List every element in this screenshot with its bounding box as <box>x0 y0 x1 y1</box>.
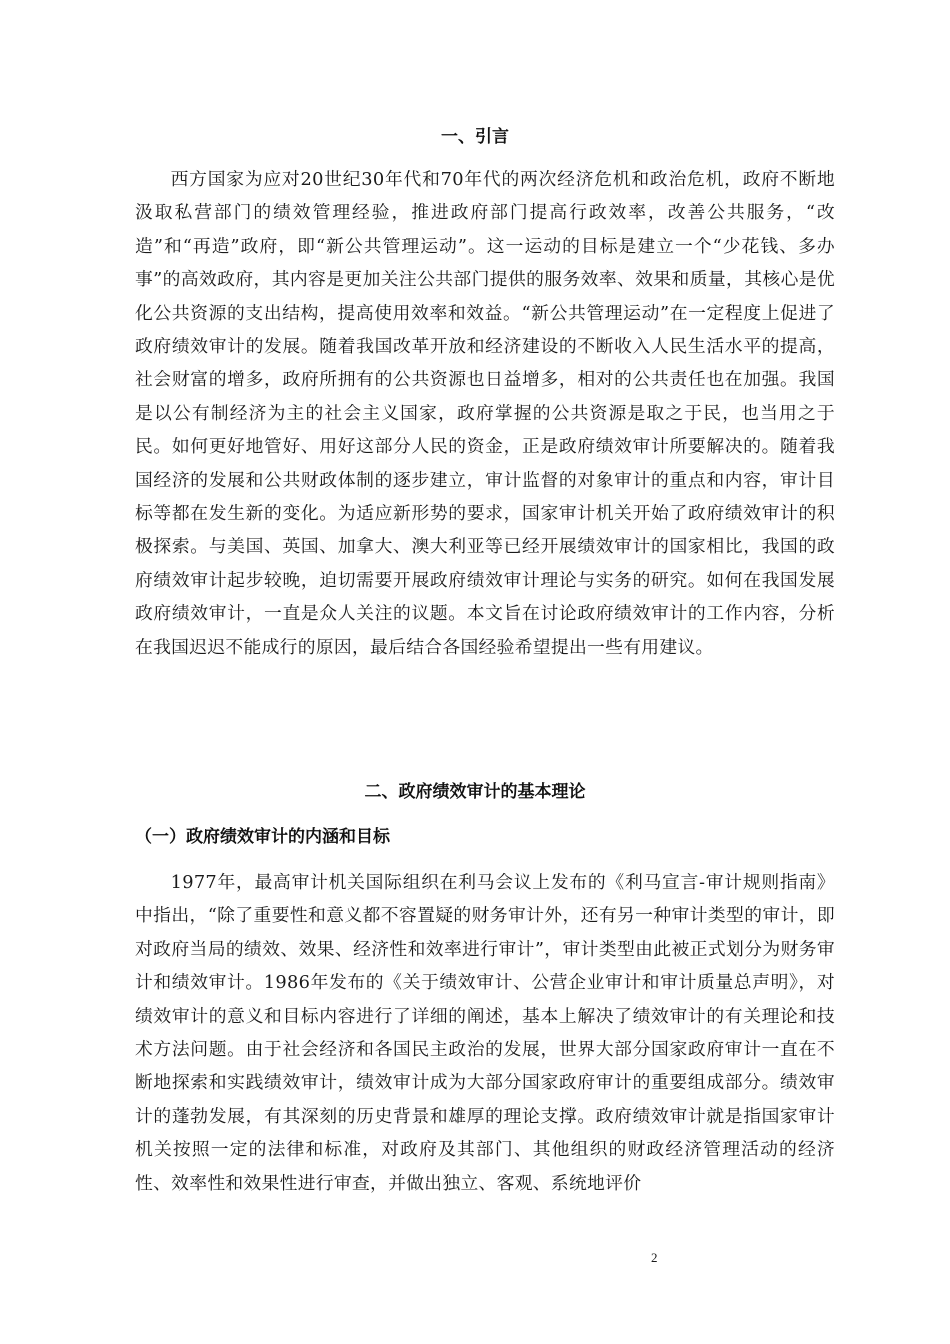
subsection-heading-connotation-goals: （一）政府绩效审计的内涵和目标 <box>135 827 390 847</box>
paragraph-introduction: 西方国家为应对20世纪30年代和70年代的两次经济危机和政治危机，政府不断地汲取私营部门的绩效管理经验，推进政府部门提高行政效率，改善公共服务，“改造”和“再造”政府，即“新公共管理运动”。这一运动的目标是建立一个“少花钱、多办事”的高效政府，其内容是更加关注公共部门提供的服务效率、效果和质量，其核心是优化公共资源的支出结构，提高使用效率和效益。“新公共管理运动”在一定程度上促进了政府绩效审计的发展。随着我国改革开放和经济建设的不断收入人民生活水平的提高，社会财富的增多，政府所拥有的公共资源也日益增多，相对的公共责任也在加强。我国是以公有制经济为主的社会主义国家，政府掌握的公共资源是取之于民，也当用之于民。如何更好地管好、用好这部分人民的资金，正是政府绩效审计所要解决的。随着我国经济的发展和公共财政体制的逐步建立，审计监督的对象审计的重点和内容，审计目标等都在发生新的变化。为适应新形势的要求，国家审计机关开始了政府绩效审计的积极探索。与美国、英国、加拿大、澳大利亚等已经开展绩效审计的国家相比，我国的政府绩效审计起步较晚，迫切需要开展政府绩效审计理论与实务的研究。如何在我国发展政府绩效审计，一直是众人关注的议题。本文旨在讨论政府绩效审计的工作内容，分析在我国迟迟不能成行的原因，最后结合各国经验希望提出一些有用建议。 <box>135 169 835 658</box>
section-heading-basic-theory: 二、政府绩效审计的基本理论 <box>364 782 586 802</box>
section-heading-introduction: 一、引言 <box>441 127 509 147</box>
paragraph-connotation-goals: 1977年，最高审计机关国际组织在利马会议上发布的《利马宣言-审计规则指南》中指出，“除了重要性和意义都不容置疑的财务审计外，还有另一种审计类型的审计，即对政府当局的绩效、效果、经济性和效率进行审计”，审计类型由此被正式划分为财务审计和绩效审计。1986年发布的《关于绩效审计、公营企业审计和审计质量总声明》，对绩效审计的意义和目标内容进行了详细的阐述，基本上解决了绩效审计的有关理论和技术方法问题。由于社会经济和各国民主政治的发展，世界大部分国家政府审计一直在不断地探索和实践绩效审计，绩效审计成为大部分国家政府审计的重要组成部分。绩效审计的蓬勃发展，有其深刻的历史背景和雄厚的理论支撑。政府绩效审计就是指国家审计机关按照一定的法律和标准，对政府及其部门、其他组织的财政经济管理活动的经济性、效率性和效果性进行审查，并做出独立、客观、系统地评价 <box>135 872 835 1194</box>
page-number: 2 <box>651 1250 658 1265</box>
